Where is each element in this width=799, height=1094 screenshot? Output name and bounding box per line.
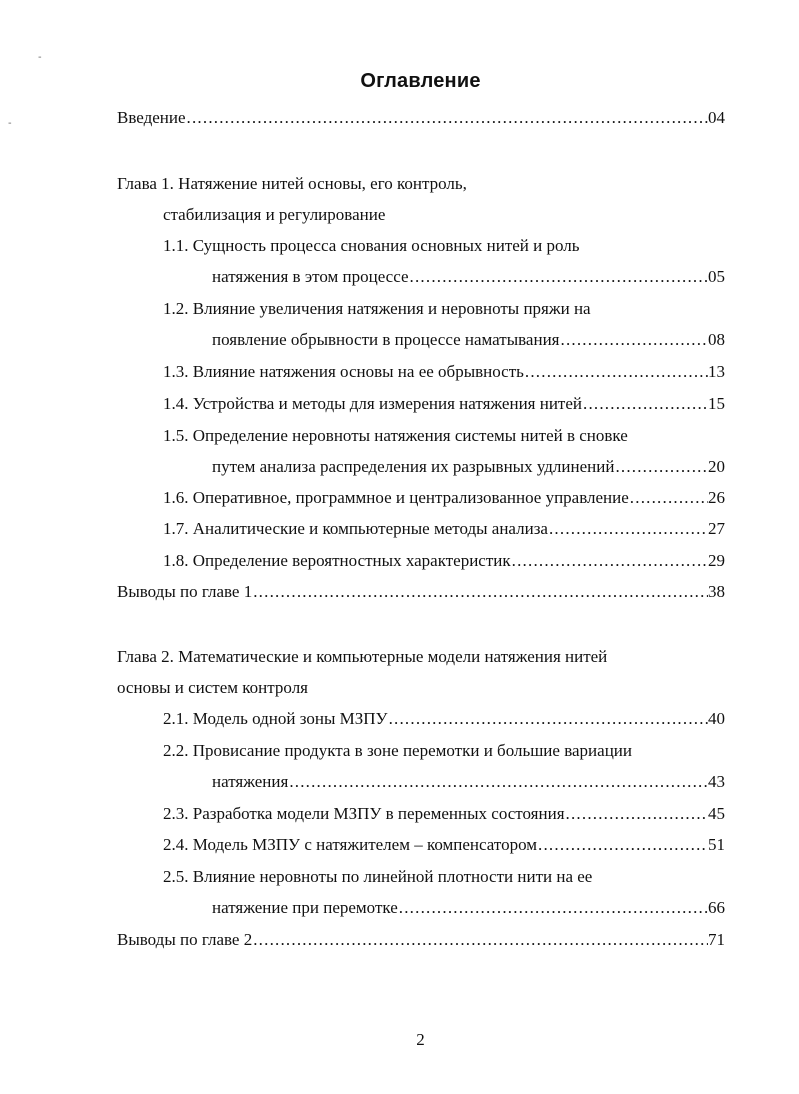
toc-entry-text: 2.4. Модель МЗПУ с натяжителем – компенсатором — [163, 835, 538, 854]
toc-entry-text: 2.5. Влияние неровноты по линейной плотности нити на ее — [163, 867, 593, 886]
toc-chapter-heading-cont: основы и систем контроля — [117, 678, 308, 697]
toc-chapter-heading-cont: стабилизация и регулирование — [163, 205, 386, 224]
toc-leader-dots — [409, 265, 708, 289]
toc-entry-text: натяжения в этом процессе — [212, 267, 409, 286]
toc-entry-page: 15 — [708, 394, 725, 413]
toc-entry-page: 66 — [708, 898, 725, 917]
toc-entry-text: Введение — [117, 108, 186, 127]
toc-entry-text: путем анализа распределения их разрывных удлинений — [212, 457, 615, 476]
toc-entry-page: 26 — [708, 488, 725, 507]
toc-entry-page: 27 — [708, 519, 725, 538]
toc-entry-text: Выводы по главе 1 — [117, 582, 253, 601]
toc-entry-page: 04 — [708, 108, 725, 127]
toc-leader-dots — [614, 455, 708, 479]
toc-entry — [212, 896, 725, 920]
toc-entry-page: 43 — [708, 772, 725, 791]
toc-entry — [117, 580, 725, 604]
toc-entry-text: 1.7. Аналитические и компьютерные методы анализа — [163, 519, 548, 538]
toc-chapter-heading: Глава 1. Натяжение нитей основы, его контроль, — [117, 174, 467, 193]
toc-entry-page: 51 — [708, 835, 725, 854]
toc-entry — [163, 486, 725, 510]
toc-leader-dots — [524, 360, 708, 384]
toc-entry — [212, 265, 725, 289]
toc-entry — [163, 360, 725, 384]
toc-entry — [163, 392, 725, 416]
toc-entry — [163, 707, 725, 731]
toc-leader-dots — [582, 392, 708, 416]
toc-entry-text: 2.3. Разработка модели МЗПУ в переменных состояния — [163, 804, 565, 823]
page-title: Оглавление — [360, 70, 481, 92]
toc-leader-dots — [548, 517, 708, 541]
toc-chapter-heading: Глава 2. Математические и компьютерные модели натяжения нитей — [117, 647, 608, 666]
toc-entry-text: натяжение при перемотке — [212, 898, 398, 917]
toc-entry-page: 05 — [708, 267, 725, 286]
toc-entry-page: 40 — [708, 709, 725, 728]
toc-leader-dots — [565, 802, 708, 826]
toc-leader-dots — [252, 580, 708, 604]
toc-leader-dots — [252, 928, 708, 952]
toc-leader-dots — [186, 106, 708, 130]
toc-entry-page: 08 — [708, 330, 725, 349]
toc-entry — [163, 549, 725, 573]
toc-leader-dots — [511, 549, 708, 573]
toc-leader-dots — [388, 707, 708, 731]
page-number: 2 — [416, 1030, 425, 1049]
toc-entry-page: 13 — [708, 362, 725, 381]
toc-leader-dots — [560, 328, 709, 352]
toc-entry-text: 1.5. Определение неровноты натяжения системы нитей в сновке — [163, 426, 628, 445]
toc-entry-text: Выводы по главе 2 — [117, 930, 253, 949]
toc-entry — [163, 517, 725, 541]
toc-entry-text: 2.2. Провисание продукта в зоне перемотки и большие вариации — [163, 741, 632, 760]
toc-entry-text: 2.1. Модель одной зоны МЗПУ — [163, 709, 388, 728]
toc-entry-page: 45 — [708, 804, 725, 823]
toc-leader-dots — [629, 486, 708, 510]
toc-entry-text: 1.3. Влияние натяжения основы на ее обрывность — [163, 362, 524, 381]
toc-entry-text: натяжения — [212, 772, 289, 791]
toc-entry — [212, 328, 725, 352]
toc-entry-page: 20 — [708, 457, 725, 476]
toc-entry — [117, 106, 725, 130]
toc-entry-text: 1.4. Устройства и методы для измерения натяжения нитей — [163, 394, 582, 413]
toc-entry-text: появление обрывности в процессе наматывания — [212, 330, 560, 349]
toc-entry — [163, 802, 725, 826]
toc-leader-dots — [537, 833, 708, 857]
toc-leader-dots — [288, 770, 708, 794]
toc-entry-text: 1.1. Сущность процесса снования основных нитей и роль — [163, 236, 580, 255]
toc-entry-page: 71 — [708, 930, 725, 949]
toc-entry — [212, 770, 725, 794]
toc-entry-text: 1.8. Определение вероятностных характеристик — [163, 551, 511, 570]
toc-entry-page: 38 — [708, 582, 725, 601]
margin-mark: - — [38, 52, 42, 63]
toc-entry — [117, 928, 725, 952]
toc-entry — [163, 833, 725, 857]
toc-entry-text: 1.6. Оперативное, программное и централизованное управление — [163, 488, 629, 507]
margin-mark: - — [8, 118, 12, 129]
toc-entry-page: 29 — [708, 551, 725, 570]
toc-entry-text: 1.2. Влияние увеличения натяжения и неровноты пряжи на — [163, 299, 591, 318]
toc-entry — [212, 455, 725, 479]
toc-leader-dots — [398, 896, 708, 920]
